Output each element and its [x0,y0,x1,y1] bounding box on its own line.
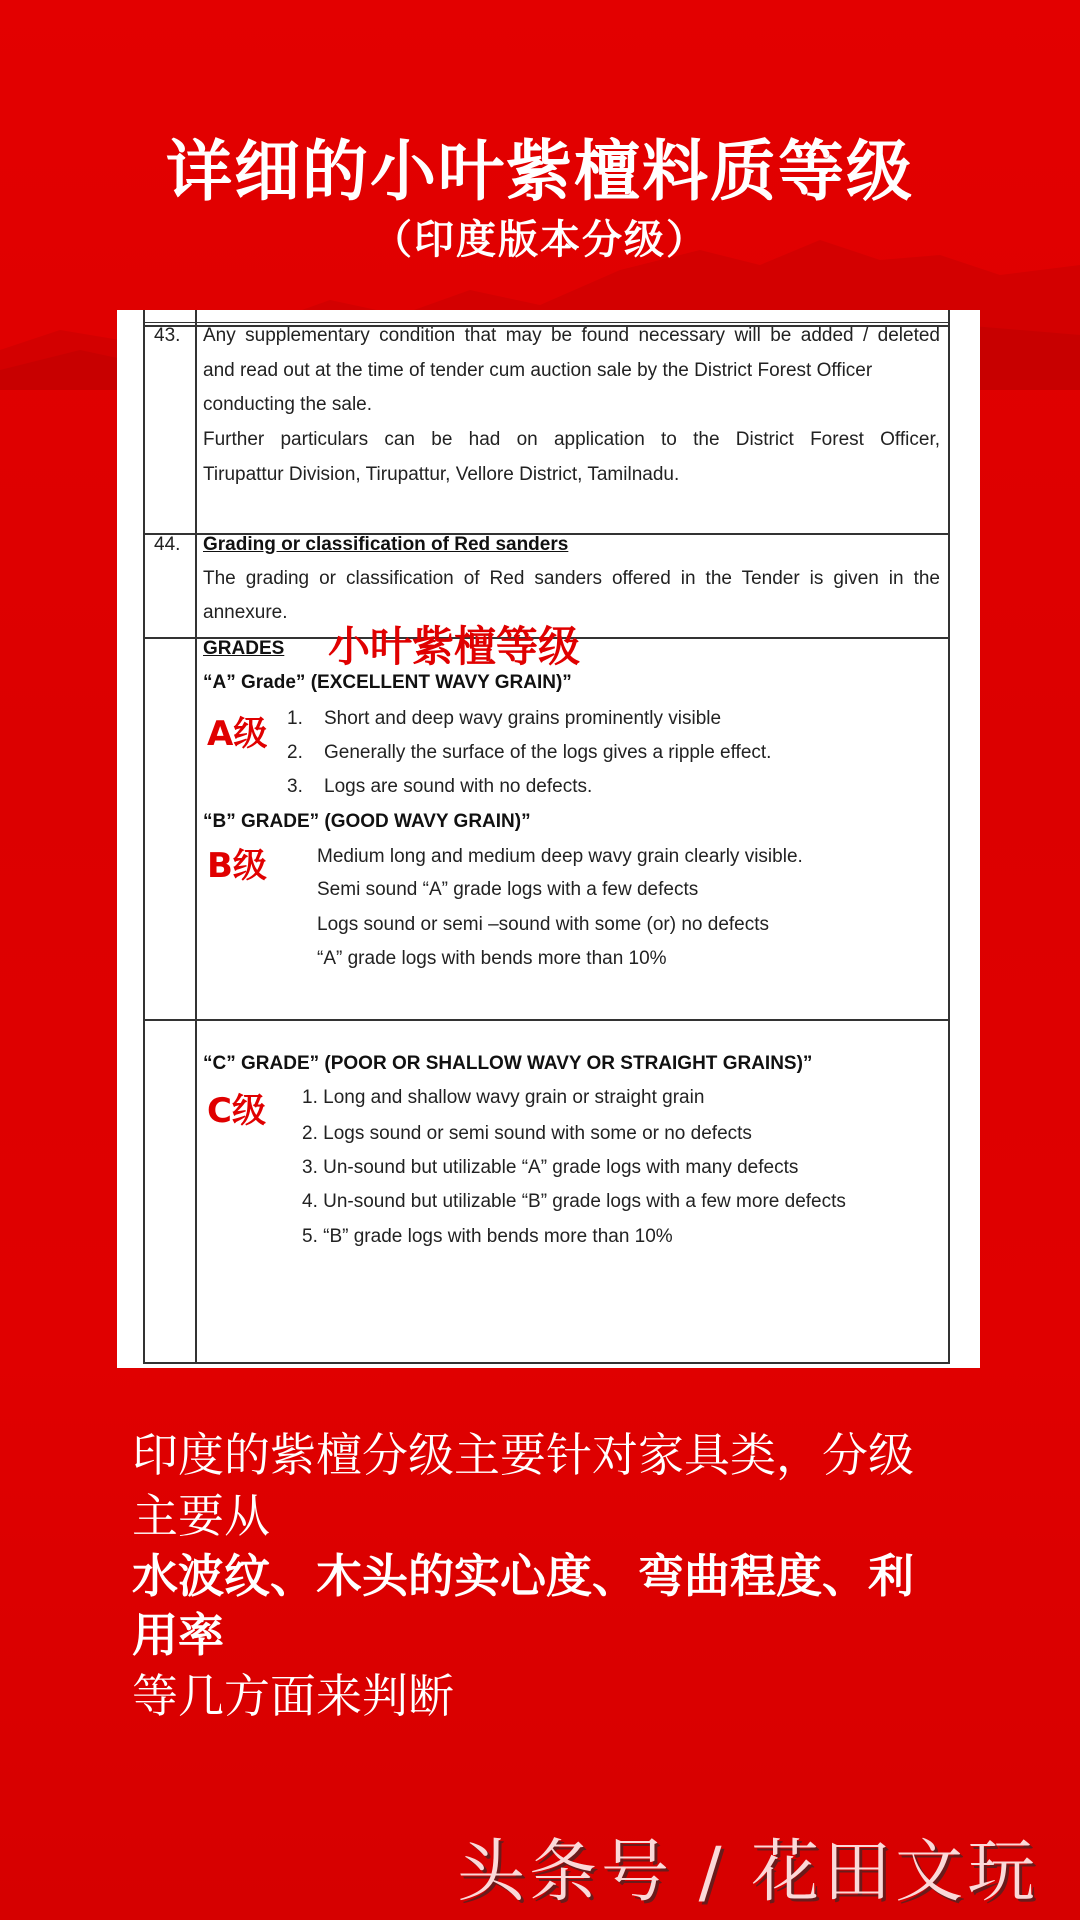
row43-text-line: Further particulars can be had on application to the District Forest Officer, [203,429,940,450]
grade-b-item: Medium long and medium deep wavy grain clearly visible. [317,846,803,867]
summary-line: 印度的紫檀分级主要针对家具类，分级 [132,1428,914,1482]
row44-text-line: The grading or classification of Red sanders offered in the Tender is given in the [203,568,940,589]
grade-a-item: Logs are sound with no defects. [324,776,593,797]
row-divider [143,322,950,323]
grade-b-heading: “B” GRADE” (GOOD WAVY GRAIN)” [203,811,531,832]
grade-b-annotation: B级 [207,846,267,886]
row44-heading: Grading or classification of Red sanders [203,534,569,555]
document-scan [117,310,980,1368]
grades-label: GRADES [203,638,285,659]
grade-a-annotation: A级 [207,714,268,754]
grade-b-item: “A” grade logs with bends more than 10% [317,948,667,969]
row43-text-line: conducting the sale. [203,394,373,415]
table-border-right [948,310,950,1364]
page-subtitle: （印度版本分级） [372,217,708,263]
grade-a-item: Generally the surface of the logs gives a ripple effect. [324,742,772,763]
grade-c-item: 5. “B” grade logs with bends more than 10% [302,1226,673,1247]
page-title: 详细的小叶紫檀料质等级 [166,133,914,210]
grades-annotation: 小叶紫檀等级 [328,622,581,671]
table-column-divider [195,310,197,1364]
grade-b-item: Logs sound or semi –sound with some (or) no defects [317,914,770,935]
grade-c-item: 3. Un-sound but utilizable “A” grade logs with many defects [302,1157,799,1178]
grade-c-annotation: C级 [207,1091,266,1131]
grade-a-item-num: 2. [287,742,303,763]
grade-a-heading: “A” Grade” (EXCELLENT WAVY GRAIN)” [203,672,572,693]
grade-a-item-num: 3. [287,776,303,797]
watermark: 头条号 / 花田文玩 [457,1833,1040,1912]
row43-text-line: Any supplementary condition that may be found necessary will be added / deleted [203,325,940,346]
row43-text-line: and read out at the time of tender cum auction sale by the District Forest Officer [203,360,873,381]
row43-text-line: Tirupattur Division, Tirupattur, Vellore District, Tamilnadu. [203,464,680,485]
grade-b-item: Semi sound “A” grade logs with a few defects [317,879,699,900]
table-border-bottom [143,1362,950,1364]
row-divider [143,1019,950,1021]
grade-a-item-num: 1. [287,708,303,729]
grade-c-item: 1. Long and shallow wavy grain or straight grain [302,1087,705,1108]
summary-line: 等几方面来判断 [132,1669,454,1723]
row-number: 44. [154,534,181,555]
summary-line: 主要从 [132,1489,270,1543]
summary-line-emphasis: 水波纹、木头的实心度、弯曲程度、利 [132,1549,914,1603]
grade-c-item: 2. Logs sound or semi sound with some or no defects [302,1123,752,1144]
row44-text-line: annexure. [203,602,288,623]
summary-line-emphasis: 用率 [132,1608,224,1662]
table-border-left [143,310,145,1364]
row-number: 43. [154,325,181,346]
grade-a-item: Short and deep wavy grains prominently visible [324,708,722,729]
grade-c-item: 4. Un-sound but utilizable “B” grade logs with a few more defects [302,1191,846,1212]
grade-c-heading: “C” GRADE” (POOR OR SHALLOW WAVY OR STRAIGHT GRAINS)” [203,1053,813,1074]
